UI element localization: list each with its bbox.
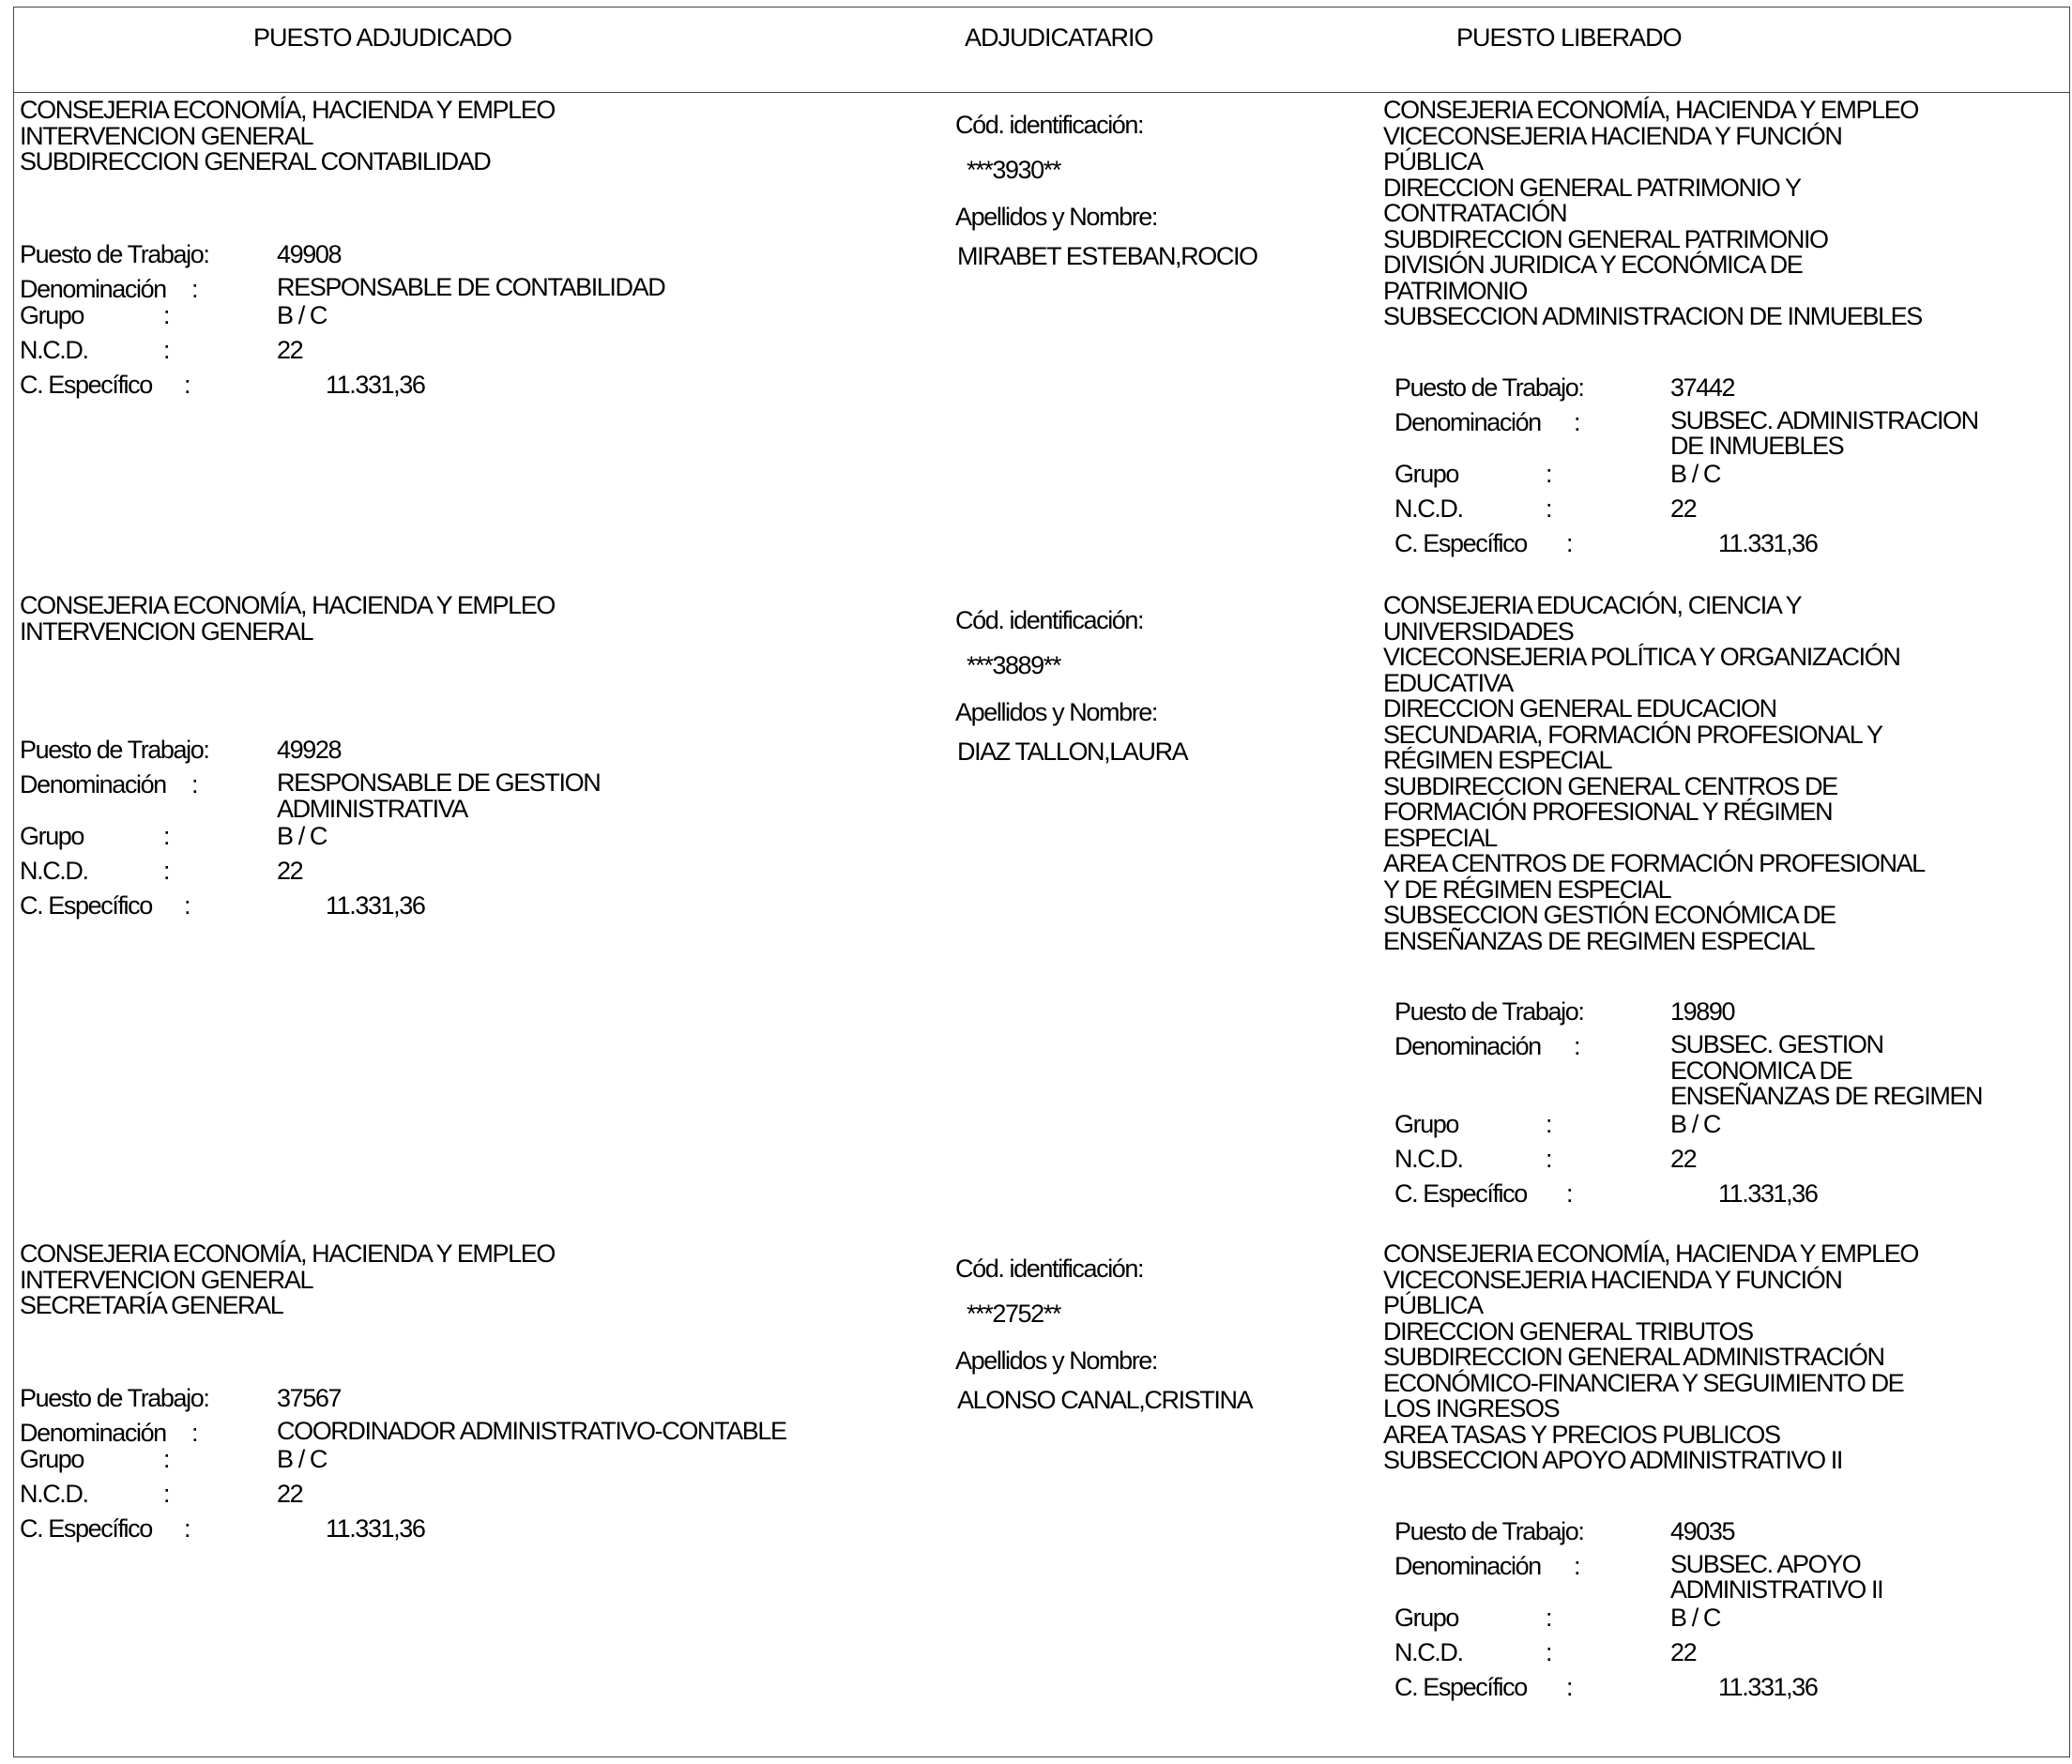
liberado-org-line: ECONÓMICO-FINANCIERA Y SEGUIMIENTO DE [1383, 1368, 1904, 1397]
liberado-org-line: SUBSECCION GESTIÓN ECONÓMICA DE [1383, 901, 1836, 929]
adjudicado-org-line: INTERVENCION GENERAL [20, 121, 313, 150]
apellidos-nombre-label: Apellidos y Nombre: [955, 1346, 1158, 1375]
adjudicado-ncd-label: N.C.D. [20, 857, 88, 885]
adjudicado-denominacion-value [277, 770, 600, 822]
liberado-denominacion-value [1670, 1032, 1982, 1110]
liberado-denominacion-value-line: SUBSEC. APOYO [1670, 1549, 1861, 1578]
liberado-especifico-value: 11.331,36 [1718, 1179, 1818, 1208]
adjudicado-org [20, 593, 555, 645]
adjudicado-grupo-colon: : [163, 300, 170, 329]
liberado-org-line: PATRIMONIO [1383, 276, 1527, 305]
liberado-org-line: ENSEÑANZAS DE REGIMEN ESPECIAL [1383, 926, 1815, 955]
adjudicado-grupo-value: B / C [277, 1444, 328, 1473]
liberado-denominacion-value-line: ADMINISTRATIVO II [1670, 1575, 1883, 1604]
liberado-org-line: VICECONSEJERIA HACIENDA Y FUNCIÓN [1383, 1265, 1842, 1294]
header-puesto-liberado: PUESTO LIBERADO [1456, 23, 1682, 52]
liberado-org-line: SUBDIRECCION GENERAL PATRIMONIO [1383, 224, 1828, 253]
adjudicado-org-line: CONSEJERIA ECONOMÍA, HACIENDA Y EMPLEO [20, 591, 555, 619]
adjudicado-org-line: SECRETARÍA GENERAL [20, 1291, 283, 1319]
liberado-grupo-colon: : [1546, 1603, 1552, 1632]
adjudicado-ncd-colon: : [163, 857, 170, 885]
adjudicado-denominacion-value-line: RESPONSABLE DE CONTABILIDAD [277, 273, 665, 301]
liberado-org-line: LOS INGRESOS [1383, 1394, 1560, 1422]
adjudicado-puesto-label: Puesto de Trabajo: [20, 736, 209, 764]
adjudicado-grupo-label: Grupo [20, 300, 84, 329]
liberado-puesto-value: 37442 [1670, 373, 1735, 402]
liberado-org-line: DIRECCION GENERAL TRIBUTOS [1383, 1316, 1753, 1346]
liberado-ncd-label: N.C.D. [1394, 1637, 1463, 1666]
liberado-especifico-label: C. Específico [1394, 1672, 1527, 1701]
liberado-grupo-value: B / C [1670, 1109, 1721, 1138]
adjudicado-ncd-value: 22 [277, 335, 303, 364]
liberado-ncd-colon: : [1546, 1637, 1552, 1666]
liberado-grupo-label: Grupo [1394, 1603, 1459, 1632]
adjudicado-ncd-colon: : [163, 335, 170, 364]
adjudicado-especifico-label: C. Específico [20, 1513, 152, 1543]
apellidos-nombre-label: Apellidos y Nombre: [955, 203, 1158, 231]
adjudicado-denominacion-colon: : [191, 1419, 198, 1447]
liberado-denominacion-value-line: ENSEÑANZAS DE REGIMEN [1670, 1082, 1983, 1110]
liberado-org-line: AREA CENTROS DE FORMACIÓN PROFESIONAL [1383, 849, 1925, 877]
liberado-grupo-value: B / C [1670, 1603, 1721, 1632]
header-puesto-adjudicado: PUESTO ADJUDICADO [253, 23, 512, 52]
liberado-grupo-value: B / C [1670, 459, 1721, 488]
liberado-ncd-label: N.C.D. [1394, 1144, 1463, 1173]
liberado-denominacion-value [1670, 405, 1978, 460]
adjudicado-denominacion-label: Denominación [20, 1419, 166, 1447]
apellidos-nombre-label: Apellidos y Nombre: [955, 698, 1158, 726]
adjudicado-puesto-value: 49908 [277, 240, 342, 268]
liberado-org-line: ESPECIAL [1383, 823, 1497, 852]
adjudicado-org [20, 98, 555, 175]
liberado-grupo-label: Grupo [1394, 1109, 1459, 1138]
liberado-denominacion-value-line: DE INMUEBLES [1670, 432, 1844, 460]
liberado-org-line: SUBDIRECCION GENERAL ADMINISTRACIÓN [1383, 1343, 1884, 1371]
adjudicado-ncd-value: 22 [277, 1479, 303, 1508]
adjudicado-grupo-colon: : [163, 1444, 170, 1473]
adjudicado-denominacion-label: Denominación [20, 770, 166, 798]
adjudicado-puesto-label: Puesto de Trabajo: [20, 1384, 209, 1412]
liberado-org-line: DIRECCION GENERAL EDUCACION [1383, 694, 1776, 722]
liberado-org-line: AREA TASAS Y PRECIOS PUBLICOS [1383, 1420, 1780, 1449]
adjudicado-puesto-value: 37567 [277, 1384, 342, 1412]
liberado-denominacion-value-line: SUBSEC. GESTION [1670, 1030, 1883, 1058]
adjudicado-denominacion-value [277, 275, 664, 301]
liberado-org-line: FORMACIÓN PROFESIONAL Y RÉGIMEN [1383, 798, 1833, 826]
liberado-org-line: Y DE RÉGIMEN ESPECIAL [1383, 874, 1671, 904]
liberado-org-line: VICECONSEJERIA HACIENDA Y FUNCIÓN [1383, 121, 1842, 150]
liberado-org-line: PÚBLICA [1383, 1291, 1483, 1319]
header-adjudicatario: ADJUDICATARIO [965, 23, 1153, 52]
liberado-org-line: VICECONSEJERIA POLÍTICA Y ORGANIZACIÓN [1383, 643, 1900, 671]
adjudicado-denominacion-value-line: ADMINISTRATIVA [277, 794, 467, 823]
adjudicado-especifico-value: 11.331,36 [326, 1513, 425, 1543]
cod-identificacion-label: Cód. identificación: [955, 606, 1144, 634]
liberado-ncd-colon: : [1546, 494, 1552, 523]
adjudicado-denominacion-colon: : [191, 770, 198, 798]
adjudicado-denominacion-value-line: RESPONSABLE DE GESTION [277, 768, 601, 797]
apellidos-nombre-value: ALONSO CANAL,CRISTINA [957, 1386, 1253, 1414]
apellidos-nombre-value: DIAZ TALLON,LAURA [957, 738, 1188, 766]
liberado-org-line: SUBSECCION ADMINISTRACION DE INMUEBLES [1383, 302, 1922, 330]
liberado-ncd-value: 22 [1670, 494, 1697, 523]
liberado-org [1383, 593, 1925, 954]
liberado-org-line: DIVISIÓN JURIDICA Y ECONÓMICA DE [1383, 251, 1803, 279]
adjudicado-ncd-label: N.C.D. [20, 335, 88, 364]
liberado-org-line: CONTRATACIÓN [1383, 199, 1567, 227]
cod-identificacion-value: ***3889** [967, 651, 1061, 679]
liberado-org-line: CONSEJERIA ECONOMÍA, HACIENDA Y EMPLEO [1383, 96, 1918, 124]
adjudicado-puesto-value: 49928 [277, 736, 342, 764]
liberado-denominacion-label: Denominación [1394, 1551, 1541, 1580]
cod-identificacion-label: Cód. identificación: [955, 1255, 1144, 1283]
liberado-grupo-label: Grupo [1394, 459, 1459, 488]
adjudicado-especifico-value: 11.331,36 [326, 891, 425, 920]
liberado-especifico-colon: : [1566, 528, 1573, 557]
header-divider [13, 92, 2070, 93]
liberado-especifico-value: 11.331,36 [1718, 528, 1818, 557]
liberado-puesto-label: Puesto de Trabajo: [1394, 997, 1584, 1026]
liberado-org-line: UNIVERSIDADES [1383, 616, 1574, 646]
liberado-org-line: DIRECCION GENERAL PATRIMONIO Y [1383, 173, 1801, 202]
liberado-denominacion-colon: : [1574, 407, 1580, 436]
liberado-grupo-colon: : [1546, 1109, 1552, 1138]
adjudicado-org-line: CONSEJERIA ECONOMÍA, HACIENDA Y EMPLEO [20, 1239, 555, 1268]
adjudicado-grupo-value: B / C [277, 822, 328, 850]
adjudicado-grupo-label: Grupo [20, 1444, 84, 1473]
liberado-org-line: PÚBLICA [1383, 147, 1483, 175]
adjudicado-puesto-label: Puesto de Trabajo: [20, 240, 209, 268]
liberado-org-line: CONSEJERIA EDUCACIÓN, CIENCIA Y [1383, 591, 1802, 619]
adjudicado-especifico-colon: : [184, 370, 190, 399]
liberado-puesto-label: Puesto de Trabajo: [1394, 373, 1584, 402]
liberado-ncd-value: 22 [1670, 1144, 1697, 1173]
liberado-ncd-value: 22 [1670, 1637, 1697, 1666]
adjudicado-especifico-colon: : [184, 891, 190, 920]
liberado-ncd-colon: : [1546, 1144, 1552, 1173]
liberado-org [1383, 1241, 1918, 1474]
adjudicado-ncd-colon: : [163, 1479, 170, 1508]
cod-identificacion-value: ***3930** [967, 156, 1061, 184]
adjudicado-especifico-label: C. Específico [20, 370, 152, 399]
adjudicado-ncd-label: N.C.D. [20, 1479, 88, 1508]
liberado-denominacion-value [1670, 1549, 1883, 1604]
liberado-denominacion-colon: : [1574, 1032, 1580, 1060]
liberado-ncd-label: N.C.D. [1394, 494, 1463, 523]
liberado-especifico-colon: : [1566, 1179, 1573, 1208]
liberado-especifico-label: C. Específico [1394, 528, 1527, 557]
liberado-especifico-value: 11.331,36 [1718, 1672, 1818, 1701]
liberado-org-line: EDUCATIVA [1383, 668, 1513, 697]
adjudicado-grupo-label: Grupo [20, 822, 84, 850]
adjudicado-especifico-colon: : [184, 1513, 190, 1543]
adjudicado-org-line: INTERVENCION GENERAL [20, 616, 313, 646]
cod-identificacion-label: Cód. identificación: [955, 111, 1144, 139]
liberado-puesto-value: 49035 [1670, 1516, 1735, 1545]
liberado-puesto-value: 19890 [1670, 997, 1735, 1026]
apellidos-nombre-value: MIRABET ESTEBAN,ROCIO [957, 242, 1257, 270]
adjudicado-denominacion-label: Denominación [20, 275, 166, 303]
liberado-denominacion-label: Denominación [1394, 1032, 1541, 1060]
liberado-denominacion-label: Denominación [1394, 407, 1541, 436]
liberado-org-line: SECUNDARIA, FORMACIÓN PROFESIONAL Y [1383, 720, 1882, 749]
adjudicado-denominacion-value-line: COORDINADOR ADMINISTRATIVO-CONTABLE [277, 1417, 786, 1445]
adjudicado-org-line: SUBDIRECCION GENERAL CONTABILIDAD [20, 147, 491, 175]
adjudicado-org-line: CONSEJERIA ECONOMÍA, HACIENDA Y EMPLEO [20, 96, 555, 124]
liberado-org-line: RÉGIMEN ESPECIAL [1383, 746, 1612, 774]
cod-identificacion-value: ***2752** [967, 1300, 1061, 1328]
liberado-org-line: SUBSECCION APOYO ADMINISTRATIVO II [1383, 1446, 1842, 1474]
liberado-grupo-colon: : [1546, 459, 1552, 488]
adjudicado-grupo-value: B / C [277, 300, 328, 329]
liberado-org-line: SUBDIRECCION GENERAL CENTROS DE [1383, 771, 1837, 800]
adjudicado-org-line: INTERVENCION GENERAL [20, 1265, 313, 1294]
liberado-denominacion-value-line: SUBSEC. ADMINISTRACION [1670, 405, 1978, 434]
adjudicado-grupo-colon: : [163, 822, 170, 850]
adjudicado-especifico-label: C. Específico [20, 891, 152, 920]
adjudicado-denominacion-colon: : [191, 275, 198, 303]
liberado-especifico-label: C. Específico [1394, 1179, 1527, 1208]
adjudicado-org [20, 1241, 555, 1319]
adjudicado-especifico-value: 11.331,36 [326, 370, 425, 399]
liberado-denominacion-colon: : [1574, 1551, 1580, 1580]
liberado-denominacion-value-line: ECONOMICA DE [1670, 1056, 1852, 1085]
liberado-org [1383, 98, 1922, 330]
liberado-org-line: CONSEJERIA ECONOMÍA, HACIENDA Y EMPLEO [1383, 1239, 1918, 1268]
adjudicado-denominacion-value [277, 1419, 786, 1445]
liberado-puesto-label: Puesto de Trabajo: [1394, 1516, 1584, 1545]
liberado-especifico-colon: : [1566, 1672, 1573, 1701]
adjudicado-ncd-value: 22 [277, 857, 303, 885]
